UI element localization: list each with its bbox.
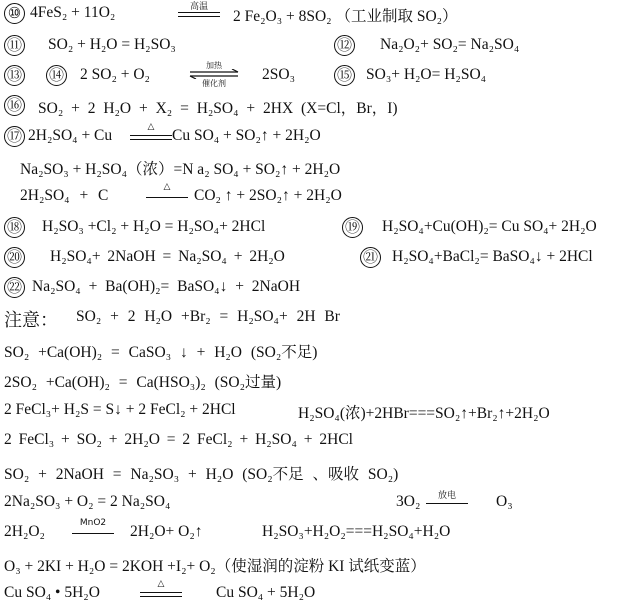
equation: O₃ + 2KI + H₂O = 2KOH +I₂+ O₂（使湿润的淀粉 KI 试纸变蓝） [4,558,426,575]
condition-arrow [140,579,182,605]
equation: H₂SO₄+BaCl₂= BaSO₄↓ + 2HCl [392,248,593,265]
circled-number: ⑱ [4,217,25,238]
equation: 2 FeCl₃+ H₂S = S↓ + 2 FeCl₂ + 2HCl [4,401,236,418]
equation-line-10 [0,1,640,29]
equation: H₂SO₄+Cu(OH)₂= Cu SO₄+ 2H₂O [382,218,597,235]
circled-number: ㉑ [360,247,381,268]
equation: 2Na₂SO₃ + O₂ = 2 Na₂SO₄ [4,493,171,510]
equation-line-22 [0,275,640,303]
equation: H₂SO₄(浓)+2HBr===SO₂↑+Br₂↑+2H₂O [298,405,550,422]
equation-line [0,490,640,518]
equation: SO₂ + 2 H₂O +Br₂ = H₂SO₄+ 2H Br [76,308,340,325]
condition-arrow [146,182,188,208]
equation-line [0,551,640,579]
circled-number: ⑩ [4,3,25,24]
equation: H₂SO₄+ 2NaOH = Na₂SO₄ + 2H₂O [50,248,285,265]
circled-number: ⑭ [46,65,67,86]
products: 2H₂O+ O₂↑ [130,523,203,540]
equation: SO₂ +Ca(OH)₂ = CaSO₃ ↓ + H₂O (SO₂不足) [4,344,318,361]
equation-line-13-15 [0,63,640,91]
equation: H₂SO₃ +Cl₂ + H₂O = H₂SO₄+ 2HCl [42,218,266,235]
equation-line-16 [0,93,640,121]
condition-arrow [130,122,172,148]
circled-number: ⑬ [4,65,25,86]
equation: Na₂O₂+ SO₂= Na₂SO₄ [380,36,520,53]
equation: Na₂SO₄ + Ba(OH)₂= BaSO₄↓ + 2NaOH [32,278,301,295]
reactants: 4FeS₂ + 11O₂ [30,4,116,21]
circled-number: ⑳ [4,247,25,268]
condition-label: 加热 [206,61,222,70]
products: Cu SO₄ + 5H₂O [216,584,316,601]
equation-line [0,367,640,395]
condition-label: △ [147,122,155,132]
reactants: 2 SO₂ + O₂ [80,66,150,83]
circled-number: ⑲ [342,217,363,238]
condition-label: 放电 [437,491,456,501]
circled-number: ⑮ [334,65,355,86]
equation-line [0,581,640,609]
condition-arrow [426,488,468,514]
circled-number: ⑫ [334,35,355,56]
equation-line [0,428,640,456]
condition-arrow [72,518,114,544]
products: 2SO₃ [262,66,295,83]
equation: SO₂ + 2NaOH = Na₂SO₃ + H₂O (SO₂不足 、吸收 SO₂) [4,466,399,483]
equation-line-17c [0,184,640,212]
note-line [0,305,640,333]
condition-label: △ [163,182,171,192]
condition-label: MnO2 [79,518,107,528]
equation-line-20-21 [0,245,640,273]
note-label: 注意： [4,310,58,330]
products: CO₂ ↑ + 2SO₂↑ + 2H₂O [194,187,342,204]
products: O₃ [496,493,513,510]
condition-label: △ [157,579,165,589]
products: 2 Fe₂O₃ + 8SO₂ （工业制取 SO₂） [233,8,458,25]
equation: SO₃+ H₂O= H₂SO₄ [366,66,487,83]
condition-arrow [178,0,220,25]
circled-number: ⑰ [4,126,25,147]
equation-line-17b [0,154,640,182]
condition-label: 催化剂 [202,79,226,88]
reactants: 2H₂SO₄ + Cu [28,127,113,144]
equation: Na₂SO₃ + H₂SO₄（浓）=N a₂ SO₄ + SO₂↑ + 2H₂O [20,161,341,178]
equation: 2SO₂ +Ca(OH)₂ = Ca(HSO₃)₂ (SO₂过量) [4,374,282,391]
equation: SO₂ + H₂O = H₂SO₃ [48,36,176,53]
products: Cu SO₄ + SO₂↑ + 2H₂O [172,127,321,144]
equation-line-17 [0,124,640,152]
equation-line-18-19 [0,215,640,243]
equation-line [0,398,640,426]
equation-line [0,337,640,365]
circled-number: ㉒ [4,277,25,298]
equation: H₂SO₃+H₂O₂===H₂SO₄+H₂O [262,523,451,540]
equation: SO₂ + 2 H₂O + X₂ = H₂SO₄ + 2HX (X=Cl，Br，I) [38,100,398,117]
condition-label: 高温 [189,2,208,12]
reactants: 3O₂ [396,493,421,510]
reactants: Cu SO₄ • 5H₂O [4,584,100,601]
equation-line [0,459,640,487]
reactants: 2H₂SO₄ + C [20,187,109,204]
equation-line-11-12 [0,33,640,61]
equation: 2 FeCl₃ + SO₂ + 2H₂O = 2 FeCl₂ + H₂SO₄ + 2HCl [4,431,353,448]
circled-number: ⑪ [4,35,25,56]
reactants: 2H₂O₂ [4,523,45,540]
reversible-arrow [188,60,240,88]
circled-number: ⑯ [4,95,25,116]
equation-line [0,520,640,548]
